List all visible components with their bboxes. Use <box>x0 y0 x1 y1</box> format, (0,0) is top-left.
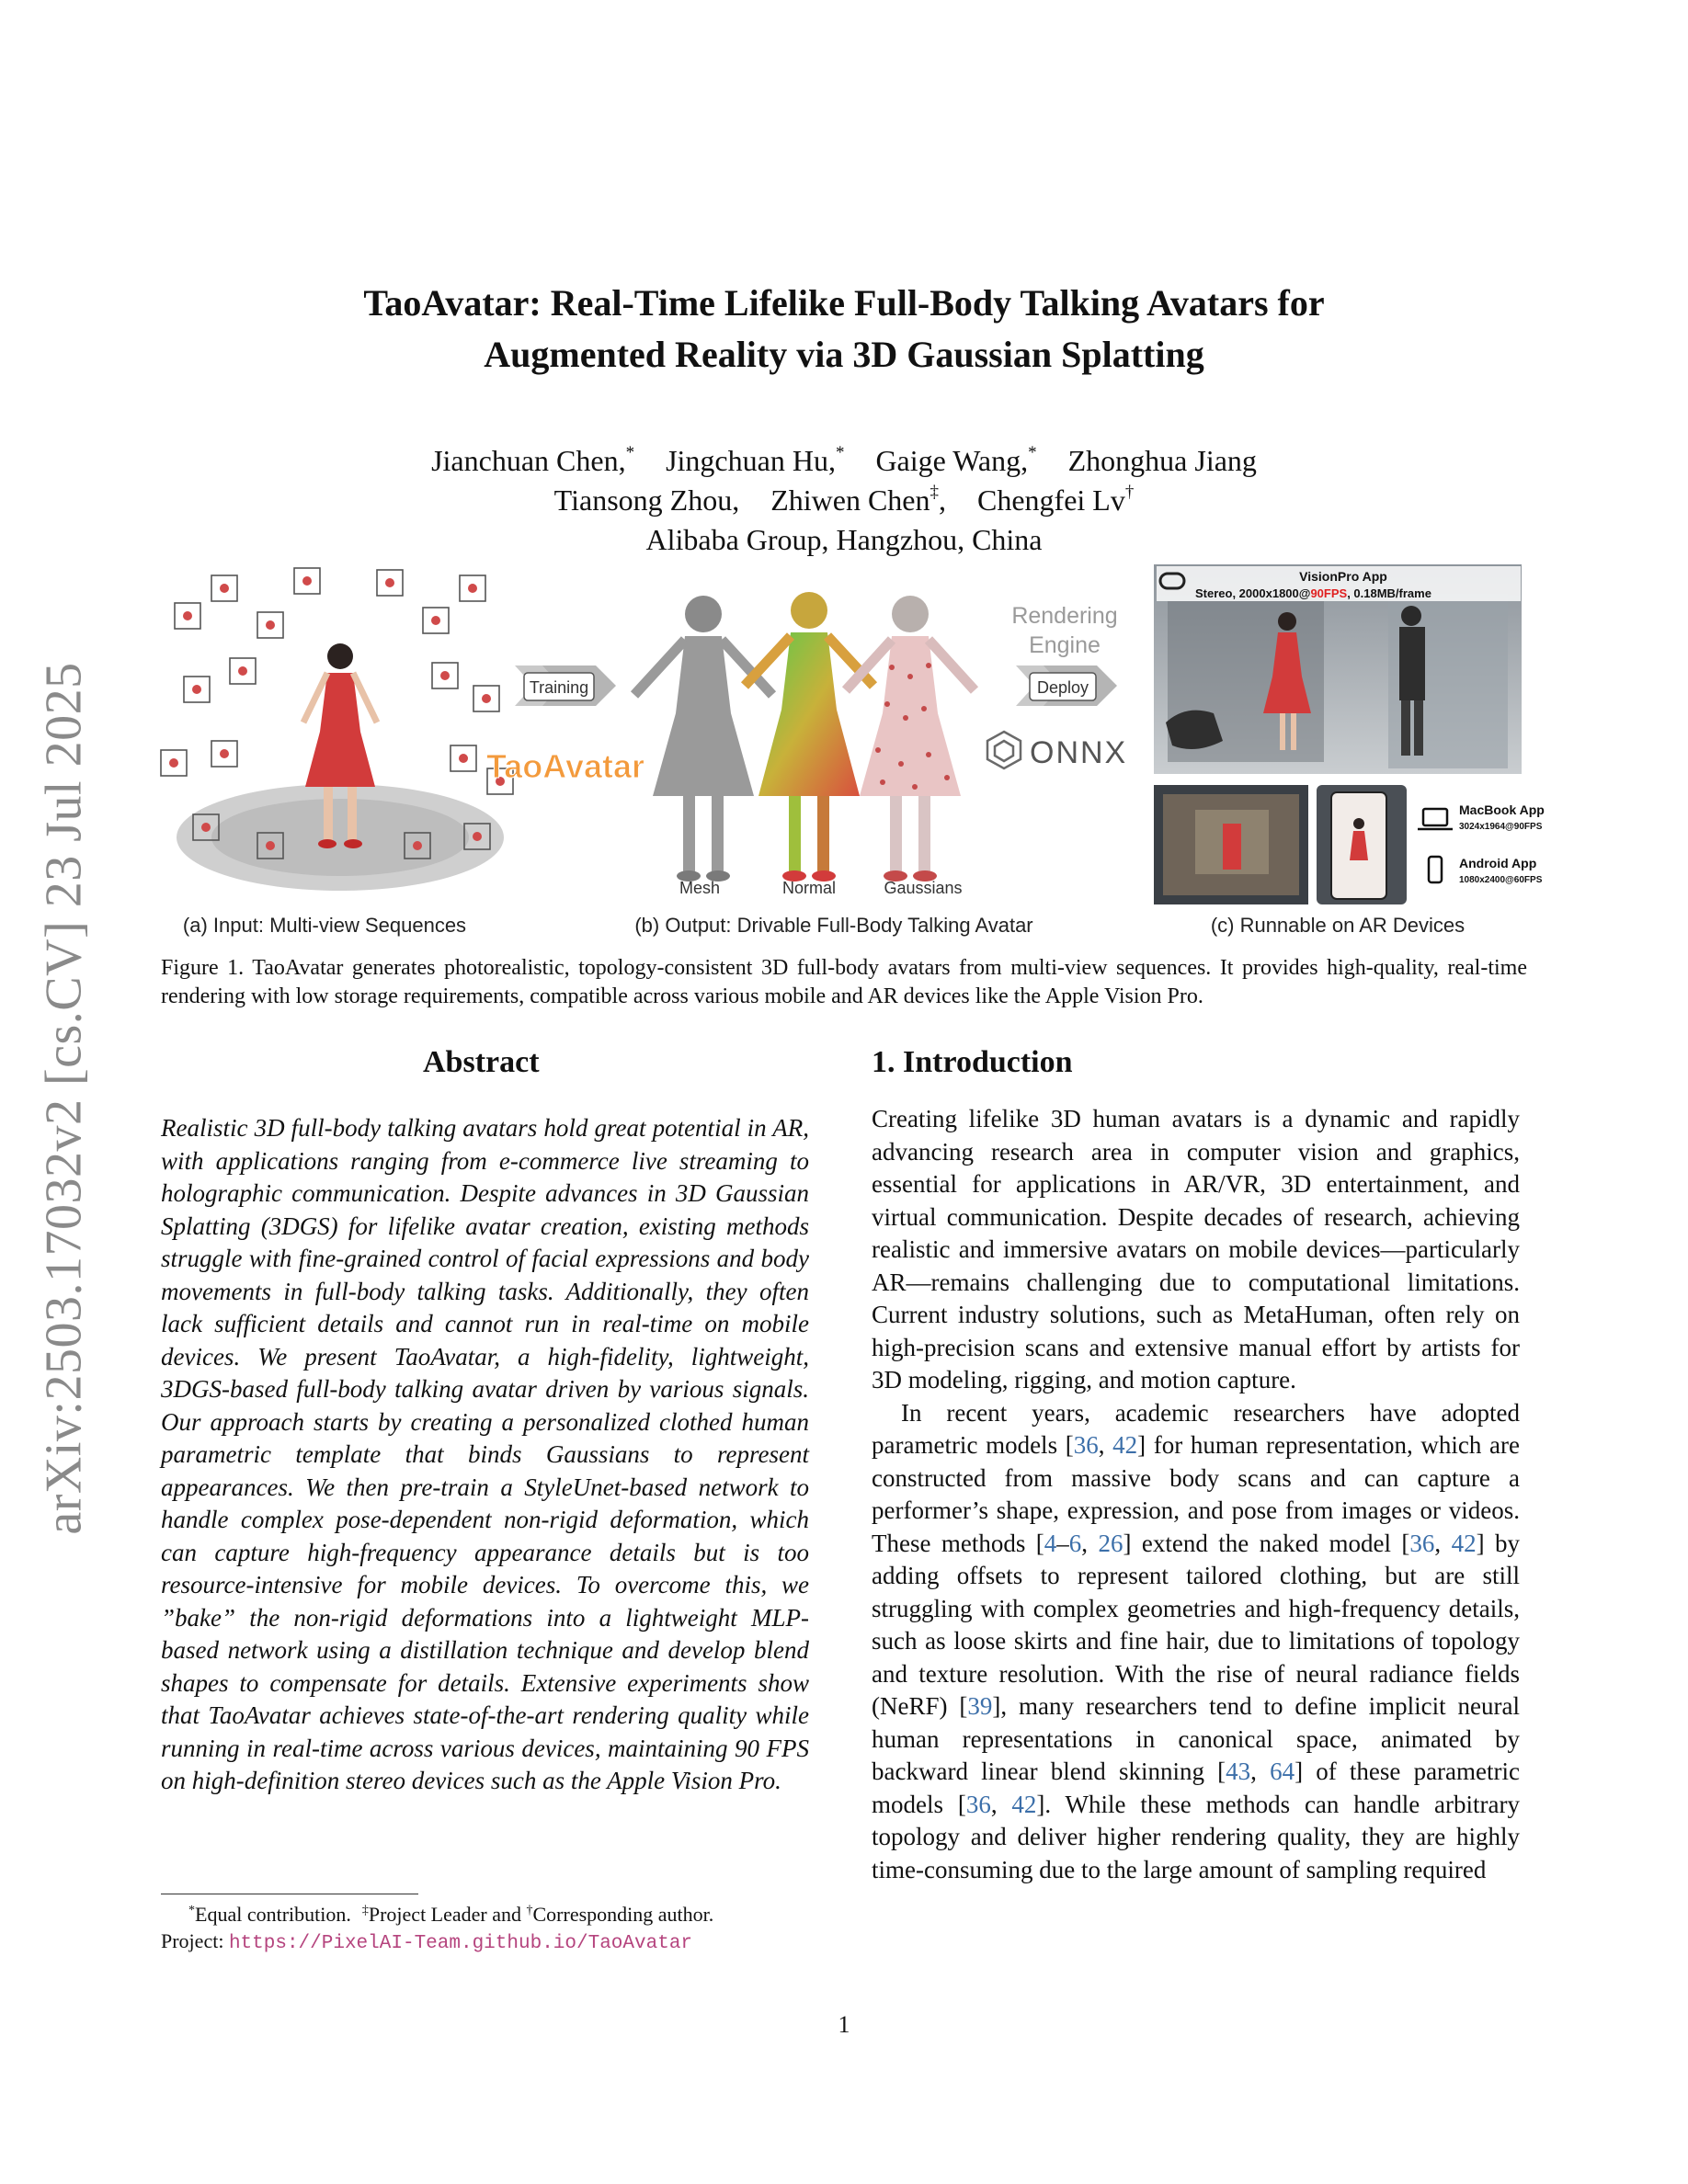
macbook-spec: 3024x1964@90FPS <box>1459 822 1543 832</box>
citation-link[interactable]: 26 <box>1098 1529 1123 1557</box>
footnote-mark-leader: ‡ <box>361 1904 369 1917</box>
panel-a-label: (a) Input: Multi-view Sequences <box>182 914 467 937</box>
teaser-figure-graphic <box>156 557 1545 943</box>
visionpro-spec <box>1195 586 1431 600</box>
introduction-body <box>872 1103 1520 1886</box>
authors-line-1 <box>230 441 1458 481</box>
visionpro-spec-resolution: Stereo, 2000x1800@ <box>1195 586 1311 600</box>
intro-paragraph-1: Creating lifelike 3D human avatars is a dynamic and rapidly advancing research area in computer vision and graphics, essential for applications in AR/VR, 3D entertainment, and virtual communication. Despite decades of research, achieving realistic and immersive avatars on mobile devices—particularly AR—remains challenging due to computational limitations. Current industry solutions, such as MetaHuman, often rely on high-precision scans and extensive manual effort by artists for 3D modeling, rigging, and motion capture. <box>872 1105 1520 1393</box>
teaser-figure <box>156 557 1545 943</box>
figure-caption: Figure 1. TaoAvatar generates photorealistic, topology-consistent 3D full-body avatars from multi-view sequences. It provides high-quality, real-time rendering with low storage requirements, compatible across various mobile and AR devices like the Apple Vision Pro. <box>161 956 1527 1008</box>
macbook-title: MacBook App <box>1459 802 1545 817</box>
author-mark: ‡ <box>930 483 939 502</box>
paper-title <box>230 278 1458 381</box>
page-number: 1 <box>838 2011 850 2038</box>
citation-link[interactable]: 39 <box>967 1692 993 1720</box>
visionpro-title: VisionPro App <box>1299 569 1387 584</box>
author-name: Jianchuan Chen, <box>431 444 626 477</box>
citation-link[interactable]: 42 <box>1112 1431 1138 1459</box>
android-app-screenshot <box>1317 785 1407 904</box>
introduction-heading: 1. Introduction <box>872 1045 1073 1079</box>
mesh-label: Mesh <box>679 879 721 897</box>
rendering-engine-line-2: Engine <box>1029 632 1101 658</box>
intro-text-run: , <box>1434 1529 1452 1557</box>
author-name: Zhiwen Chen <box>770 483 930 517</box>
citation-link[interactable]: 42 <box>1011 1790 1037 1818</box>
footnote-project-leader: Project Leader and <box>368 1903 521 1926</box>
intro-text-run: , <box>1081 1529 1099 1557</box>
normal-avatar <box>745 592 873 882</box>
intro-text-run: – <box>1056 1529 1069 1557</box>
project-url-link[interactable]: https://PixelAI-Team.github.io/TaoAvatar <box>228 1933 693 1954</box>
intro-text-run: , <box>1250 1757 1271 1785</box>
intro-text-run: ], many researchers tend to define implicit neural human representations in canonical space, animated by backward linear blend skinning [ <box>872 1692 1520 1785</box>
gaussians-label: Gaussians <box>884 879 963 897</box>
footnote-contributions <box>161 1901 809 1928</box>
arxiv-identifier-text: arXiv:2503.17032v2 [cs.CV] 23 Jul 2025 <box>36 662 93 1535</box>
abstract-text: Realistic 3D full-body talking avatars hold great potential in AR, with applications ranging from e-commerce live streaming to holographic communication. Despite advances in 3D Gaussian Splatting (3DGS) for lifelike avatar creation, existing methods struggle with fine-grained control of facial expressions and body movements in full-body talking tasks. Additionally, they often lack sufficient details and cannot run in real-time on mobile devices. We present TaoAvatar, a high-fidelity, lightweight, 3DGS-based full-body talking avatar driven by various signals. Our approach starts by creating a personalized clothed human parametric template that binds Gaussians to represent appearances. We then pre-train a StyleUnet-based network to handle complex pose-dependent non-rigid deformation, which can capture high-frequency appearance details but is too resource-intensive for mobile devices. To overcome this, we ”bake” the non-rigid deformations into a lightweight MLP-based network using a distillation technique and develop blend shapes to compensate for details. Extensive experiments show that TaoAvatar achieves state-of-the-art rendering quality while running in real-time across various devices, maintaining 90 FPS on high-definition stereo devices such as the Apple Vision Pro. <box>161 1114 809 1794</box>
intro-text-run: ] of these parametric models [ <box>872 1757 1520 1818</box>
normal-label: Normal <box>781 879 837 897</box>
onnx-logo-icon <box>987 732 1021 768</box>
footnote-mark-corresponding: † <box>526 1904 533 1917</box>
gaussians-avatar <box>846 596 975 882</box>
intro-text-run: In recent years, academic researchers have adopted parametric models [ <box>872 1398 1520 1459</box>
citation-link[interactable]: 36 <box>965 1790 991 1818</box>
abstract-body <box>161 1112 809 1798</box>
intro-text-run: , <box>1098 1431 1113 1459</box>
author-mark: * <box>835 443 845 462</box>
footnote-project <box>161 1928 809 1957</box>
abstract-heading: Abstract <box>423 1045 540 1079</box>
citation-link[interactable]: 6 <box>1068 1529 1082 1557</box>
multiview-capture-illustration <box>161 568 513 891</box>
affiliation: Alibaba Group, Hangzhou, China <box>645 523 1043 556</box>
taoavatar-brand-label: TaoAvatar <box>485 747 645 785</box>
author-name: Zhonghua Jiang <box>1067 444 1257 477</box>
android-title: Android App <box>1459 856 1537 870</box>
footnote <box>161 1901 809 1957</box>
footnote-equal-contribution: Equal contribution. <box>195 1903 351 1926</box>
panel-b-label: (b) Output: Drivable Full-Body Talking Avatar <box>634 914 1033 937</box>
onnx-label: ONNX <box>1030 735 1128 770</box>
citation-link[interactable]: 42 <box>1451 1529 1477 1557</box>
arxiv-identifier <box>37 625 92 1572</box>
intro-text-run: , <box>990 1790 1012 1818</box>
deploy-label: Deploy <box>1036 678 1089 697</box>
intro-text-run: ] by adding offsets to represent tailored clothing, but are still struggling with complex geometries and high-frequency details, such as loose skirts and fine hair, due to limitations of topology and texture resolution. With the rise of neural radiance fields (NeRF) [ <box>872 1529 1520 1720</box>
macbook-app-screenshot <box>1154 785 1308 904</box>
phone-icon <box>1429 857 1442 882</box>
title-line-2: Augmented Reality via 3D Gaussian Splatting <box>484 334 1204 375</box>
project-label: Project: <box>161 1929 224 1952</box>
author-mark: * <box>1028 443 1037 462</box>
citation-link[interactable]: 36 <box>1073 1431 1099 1459</box>
intro-text-run: ]. While these methods can handle arbitrary topology and deliver higher rendering quality, they are highly time-consuming due to the large amount of sampling required <box>872 1790 1521 1883</box>
author-name: Tiansong Zhou, <box>553 483 740 517</box>
intro-text-run: ] extend the naked model [ <box>1123 1529 1410 1557</box>
panel-c-label: (c) Runnable on AR Devices <box>1210 914 1466 937</box>
footnote-corresponding-author: Corresponding author. <box>532 1903 714 1926</box>
visionpro-spec-size: , 0.18MB/frame <box>1347 586 1431 600</box>
visionpro-spec-fps: 90FPS <box>1310 586 1348 600</box>
author-name: Gaige Wang, <box>875 444 1029 477</box>
author-name: Chengfei Lv <box>976 483 1125 517</box>
author-mark: † <box>1124 483 1135 502</box>
citation-link[interactable]: 43 <box>1226 1757 1251 1785</box>
title-line-1: TaoAvatar: Real-Time Lifelike Full-Body Talking Avatars for <box>363 282 1325 324</box>
intro-paragraph-2 <box>872 1397 1520 1887</box>
rendering-engine-line-1: Rendering <box>1011 603 1118 629</box>
author-block <box>230 441 1458 560</box>
training-label: Training <box>529 678 589 697</box>
authors-line-2: Tiansong Zhou, Zhiwen Chen‡, Chengfei Lv† <box>553 483 1135 517</box>
author-name: Jingchuan Hu, <box>666 444 836 477</box>
mesh-avatar <box>634 596 772 882</box>
citation-link[interactable]: 4 <box>1044 1529 1057 1557</box>
citation-link[interactable]: 36 <box>1409 1529 1435 1557</box>
citation-link[interactable]: 64 <box>1270 1757 1295 1785</box>
intro-text-run: ] for human representation, which are constructed from massive body scans and can capture a performer’s shape, expression, and pose from images or videos. These methods [ <box>872 1431 1520 1557</box>
footnote-mark-equal: * <box>188 1904 195 1917</box>
android-spec: 1080x2400@60FPS <box>1459 875 1543 885</box>
laptop-icon <box>1418 809 1453 829</box>
author-mark: * <box>625 443 635 462</box>
